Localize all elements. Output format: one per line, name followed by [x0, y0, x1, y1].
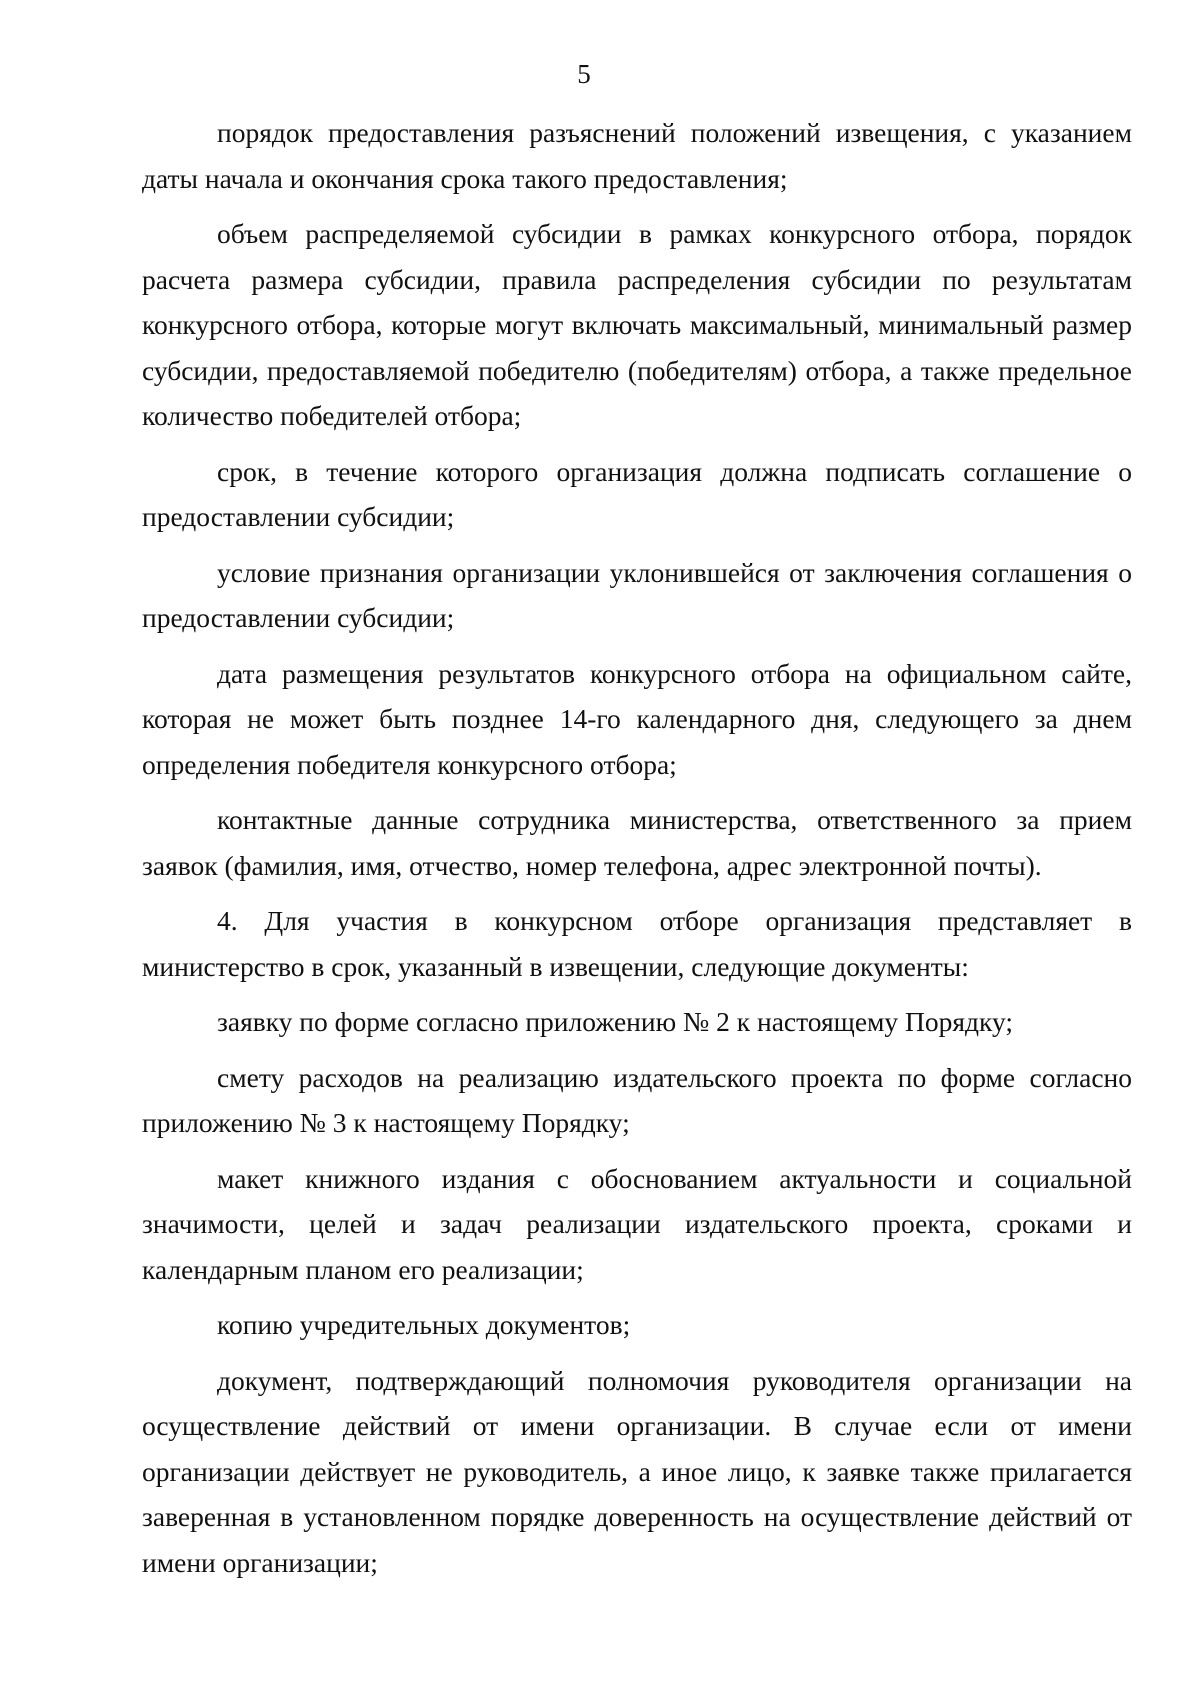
paragraph-subsidy-volume: объем распределяемой субсидии в рамках конкурсного отбора, порядок расчета размера субсидии, правила распределения субсидии по результатам конкурсного отбора, которые могут включать максимальный, минимальный размер субсидии, предоставляемой победителю (победителям) отбора, а также предельное количество победителей отбора;	[142, 218, 1132, 431]
paragraph-application-form: заявку по форме согласно приложению № 2 к настоящему Порядку;	[217, 1006, 1014, 1037]
paragraph-contact-details: контактные данные сотрудника министерства, ответственного за прием заявок (фамилия, имя, отчество, номер телефона, адрес электронной почты).	[142, 804, 1132, 881]
paragraph-book-layout: макет книжного издания с обоснованием актуальности и социальной значимости, целей и задач реализации издательского проекта, сроками и календарным планом его реализации;	[142, 1162, 1132, 1285]
page-number: 5	[577, 59, 591, 89]
paragraph-clarification-procedure: порядок предоставления разъяснений положений извещения, с указанием даты начала и окончания срока такого предоставления;	[142, 117, 1132, 194]
paragraph-founding-documents: копию учредительных документов;	[217, 1309, 631, 1340]
paragraph-results-date: дата размещения результатов конкурсного отбора на официальном сайте, которая не может быть позднее 14-го календарного дня, следующего за днем определения победителя конкурсного отбора;	[142, 657, 1132, 780]
paragraph-agreement-deadline: срок, в течение которого организация должна подписать соглашение о предоставлении субсидии;	[142, 455, 1132, 532]
paragraph-cost-estimate: смету расходов на реализацию издательского проекта по форме согласно приложению № 3 к настоящему Порядку;	[142, 1061, 1132, 1138]
document-body	[142, 110, 1132, 1595]
paragraph-section-4: 4. Для участия в конкурсном отборе организация представляет в министерство в срок, указанный в извещении, следующие документы:	[142, 905, 1132, 982]
paragraph-evasion-condition: условие признания организации уклонившейся от заключения соглашения о предоставлении субсидии;	[142, 556, 1132, 633]
paragraph-authority-document: документ, подтверждающий полномочия руководителя организации на осуществление действий от имени организации. В случае если от имени организации действует не руководитель, а иное лицо, к заявке также прилагается заверенная в установленном порядке доверенность на осуществление действий от имени организации;	[142, 1364, 1132, 1578]
